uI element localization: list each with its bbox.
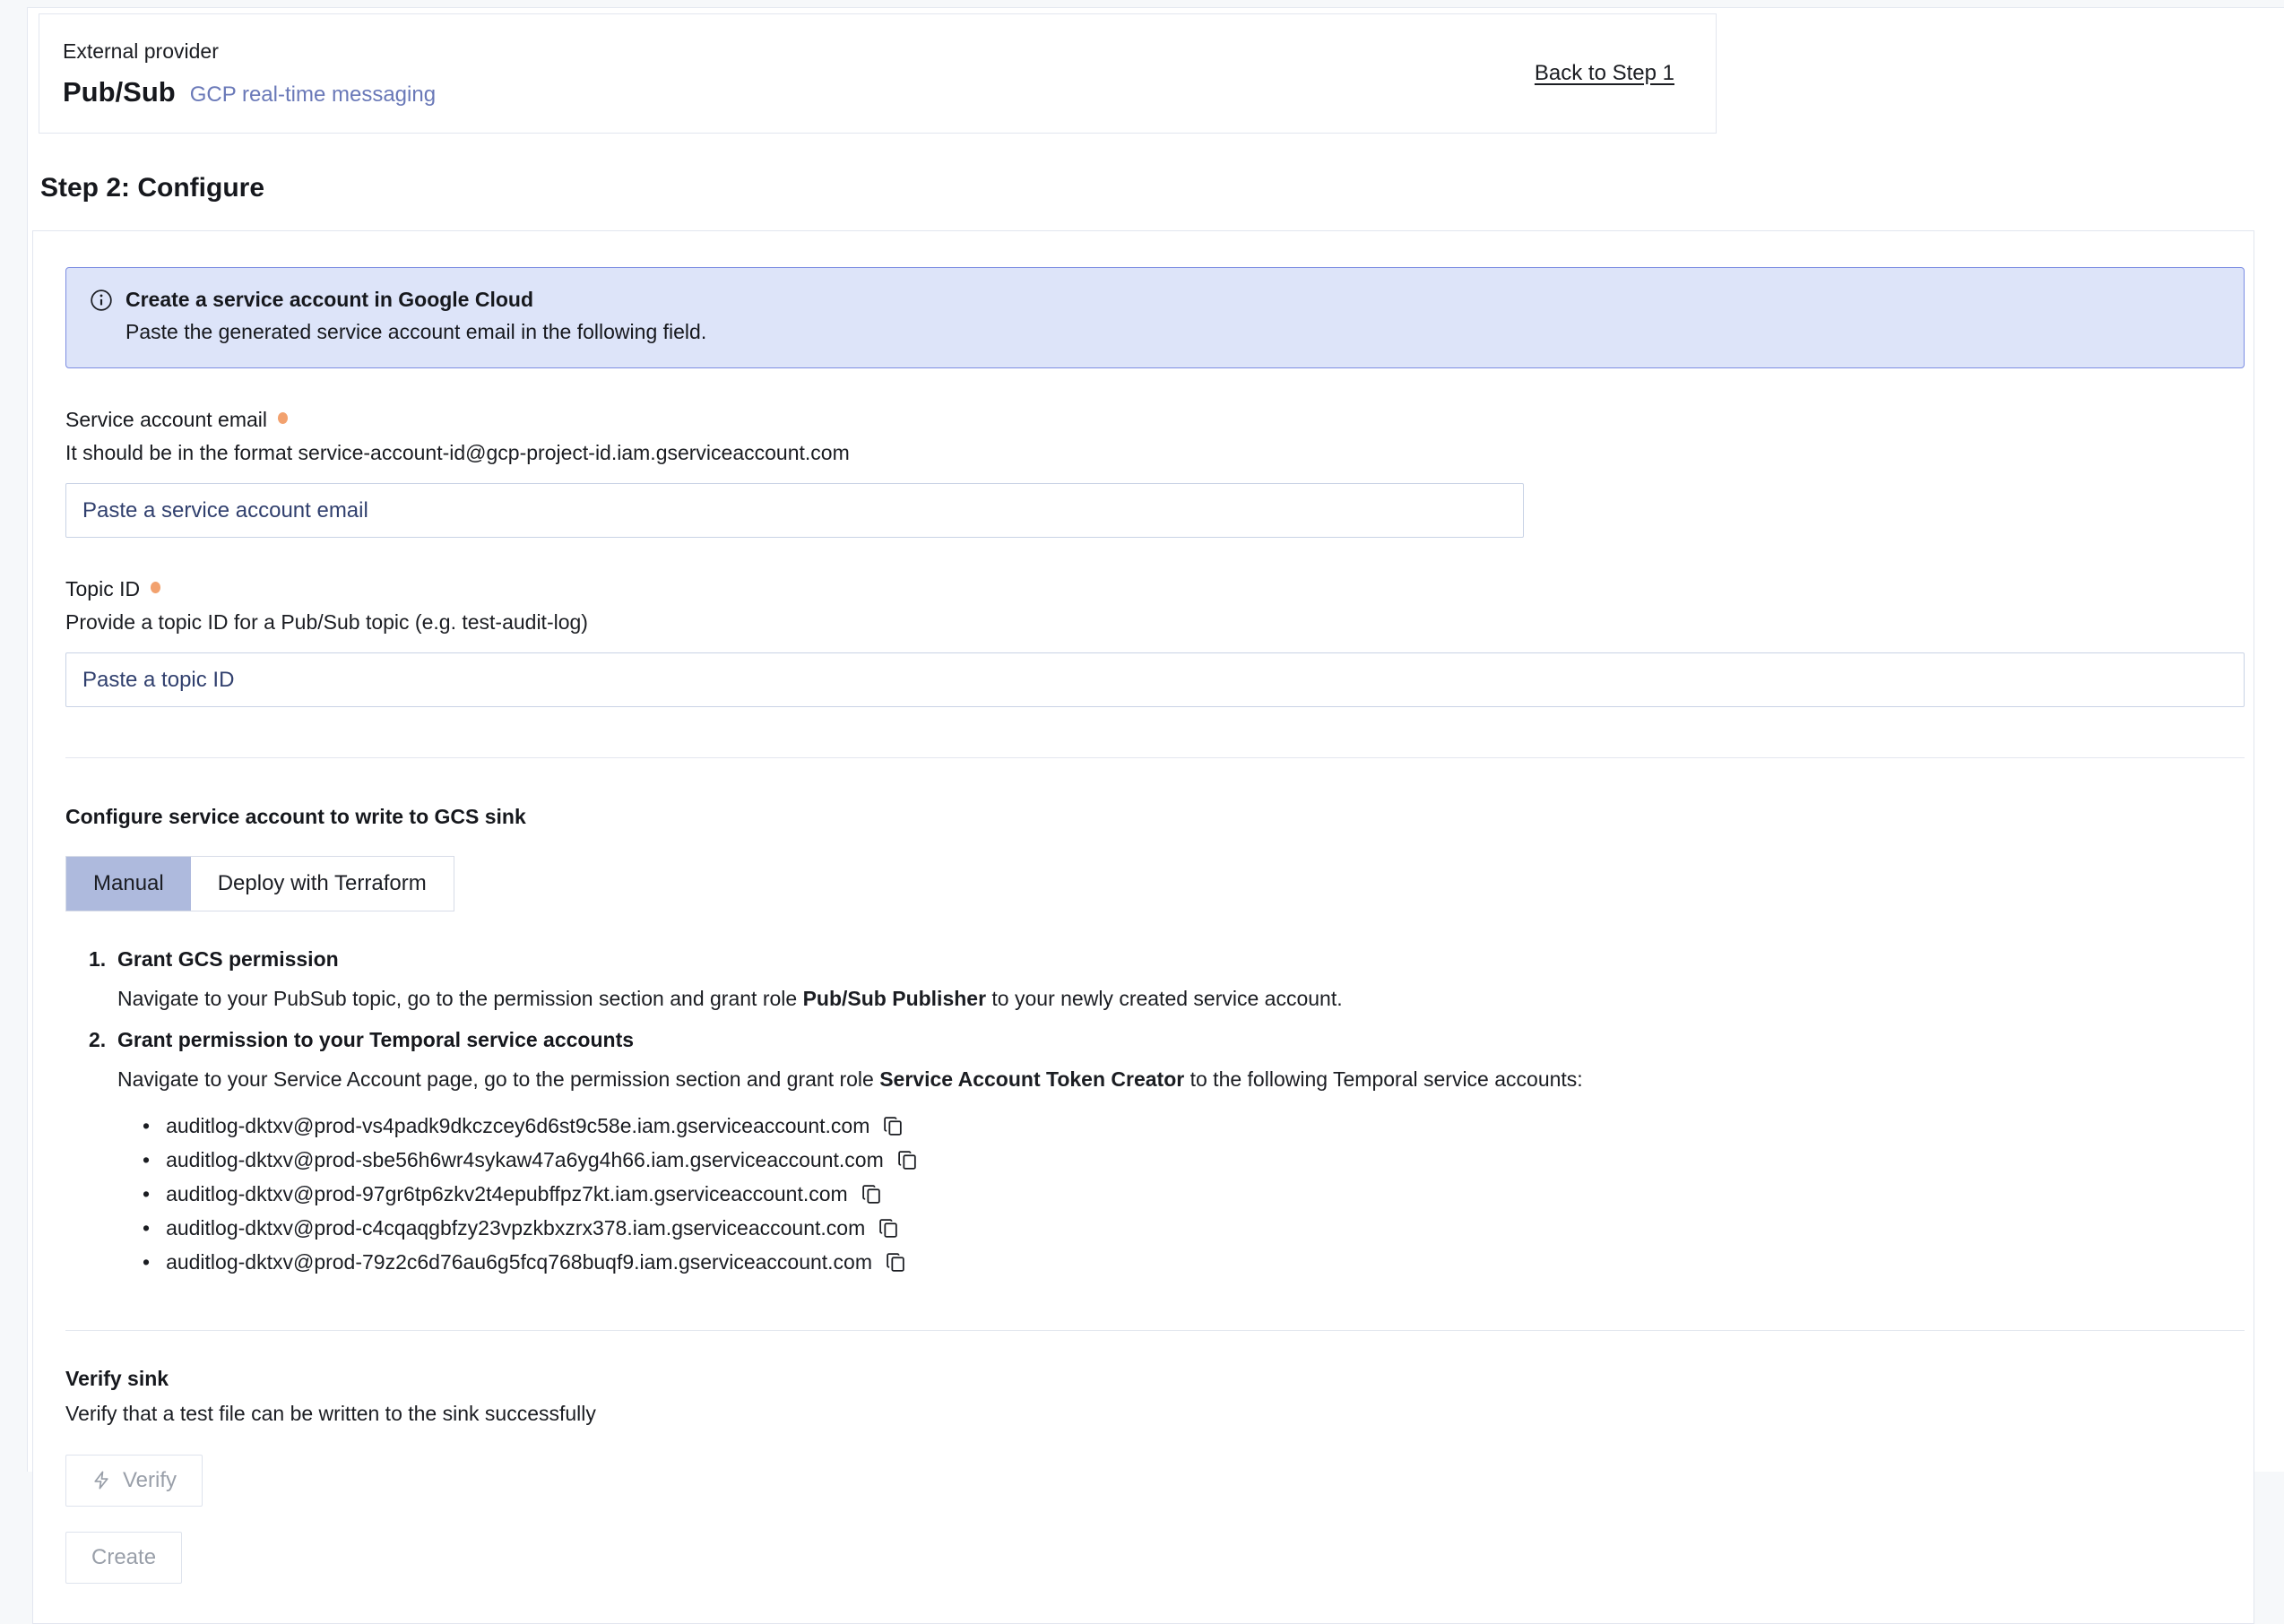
- step-title: Grant GCS permission: [117, 947, 2245, 972]
- topic-id-help: Provide a topic ID for a Pub/Sub topic (e.g. test-audit-log): [65, 610, 2245, 635]
- service-account-item: [143, 1110, 2245, 1144]
- copy-icon[interactable]: [896, 1149, 919, 1171]
- role-name: Service Account Token Creator: [879, 1067, 1184, 1091]
- lightning-bolt-icon: [91, 1470, 112, 1490]
- back-to-step1-link[interactable]: Back to Step 1: [1535, 61, 1674, 86]
- verify-sink-description: Verify that a test file can be written to the sink successfully: [65, 1402, 2245, 1426]
- service-account-email-section: [65, 408, 2245, 538]
- service-account-item: [143, 1212, 2245, 1246]
- step-body-text: to your newly created service account.: [986, 987, 1343, 1010]
- copy-icon[interactable]: [878, 1217, 900, 1240]
- copy-icon[interactable]: [885, 1251, 907, 1274]
- service-account-email: • auditlog-dktxv@prod-97gr6tp6zkv2t4epubffpz7kt.iam.gserviceaccount.com: [166, 1182, 848, 1206]
- step-body-text: to the following Temporal service accounts:: [1184, 1067, 1582, 1091]
- service-account-email: • auditlog-dktxv@prod-c4cqaqgbfzy23vpzkbxzrx378.iam.gserviceaccount.com: [166, 1216, 865, 1240]
- service-account-item: [143, 1144, 2245, 1178]
- step-body: [117, 984, 2245, 1014]
- service-account-email-help: It should be in the format service-account-id@gcp-project-id.iam.gserviceaccount.com: [65, 441, 2245, 465]
- page-title: Step 2: Configure: [40, 173, 2254, 203]
- temporal-service-accounts-list: [143, 1110, 2245, 1280]
- role-name: Pub/Sub Publisher: [803, 987, 986, 1010]
- service-account-email: • auditlog-dktxv@prod-79z2c6d76au6g5fcq768buqf9.iam.gserviceaccount.com: [166, 1250, 872, 1274]
- topic-id-section: [65, 577, 2245, 707]
- step-body-text: Navigate to your PubSub topic, go to the permission section and grant role: [117, 987, 803, 1010]
- service-account-email-input[interactable]: [65, 483, 1524, 538]
- step-grant-temporal-permission: [117, 1028, 2245, 1279]
- provider-card: [39, 13, 1717, 134]
- service-account-email: • auditlog-dktxv@prod-vs4padk9dkczcey6d6st9c58e.iam.gserviceaccount.com: [166, 1114, 869, 1138]
- step-title: Grant permission to your Temporal service accounts: [117, 1028, 2245, 1052]
- manual-steps-list: [117, 947, 2245, 1280]
- verify-sink-heading: Verify sink: [65, 1367, 2245, 1391]
- banner-title: Create a service account in Google Cloud: [125, 288, 533, 312]
- service-account-item: [143, 1178, 2245, 1212]
- provider-eyebrow: External provider: [63, 39, 436, 64]
- configure-method-tabs: [65, 856, 454, 911]
- page-panel: [27, 7, 2284, 1472]
- tab-deploy-with-terraform[interactable]: Deploy with Terraform: [191, 857, 454, 911]
- step-body: [117, 1065, 2245, 1094]
- verify-button[interactable]: [65, 1455, 203, 1507]
- provider-name: Pub/Sub: [63, 76, 176, 108]
- tab-manual[interactable]: Manual: [66, 857, 191, 911]
- create-button[interactable]: [65, 1532, 182, 1584]
- required-indicator-dot: [151, 582, 160, 593]
- step-body-text: Navigate to your Service Account page, go to the permission section and grant role: [117, 1067, 879, 1091]
- service-account-item: [143, 1246, 2245, 1280]
- verify-button-label: Verify: [123, 1468, 177, 1493]
- topic-id-label: Topic ID: [65, 577, 140, 601]
- section-divider: [65, 757, 2245, 758]
- provider-description: GCP real-time messaging: [190, 82, 436, 108]
- configure-card: [32, 230, 2254, 1624]
- provider-info: [63, 39, 436, 108]
- service-account-email: • auditlog-dktxv@prod-sbe56h6wr4sykaw47a6yg4h66.iam.gserviceaccount.com: [166, 1148, 884, 1172]
- copy-icon[interactable]: [882, 1115, 904, 1137]
- topic-id-input[interactable]: [65, 652, 2245, 707]
- required-indicator-dot: [278, 412, 288, 424]
- section-divider: [65, 1330, 2245, 1331]
- info-icon: [90, 289, 113, 312]
- create-button-label: Create: [91, 1545, 156, 1570]
- copy-icon[interactable]: [861, 1183, 883, 1205]
- configure-sink-heading: Configure service account to write to GCS sink: [65, 805, 2245, 829]
- service-account-email-label: Service account email: [65, 408, 267, 432]
- banner-body: Paste the generated service account email in the following field.: [125, 320, 2220, 344]
- step-grant-gcs-permission: [117, 947, 2245, 1014]
- info-banner: [65, 267, 2245, 368]
